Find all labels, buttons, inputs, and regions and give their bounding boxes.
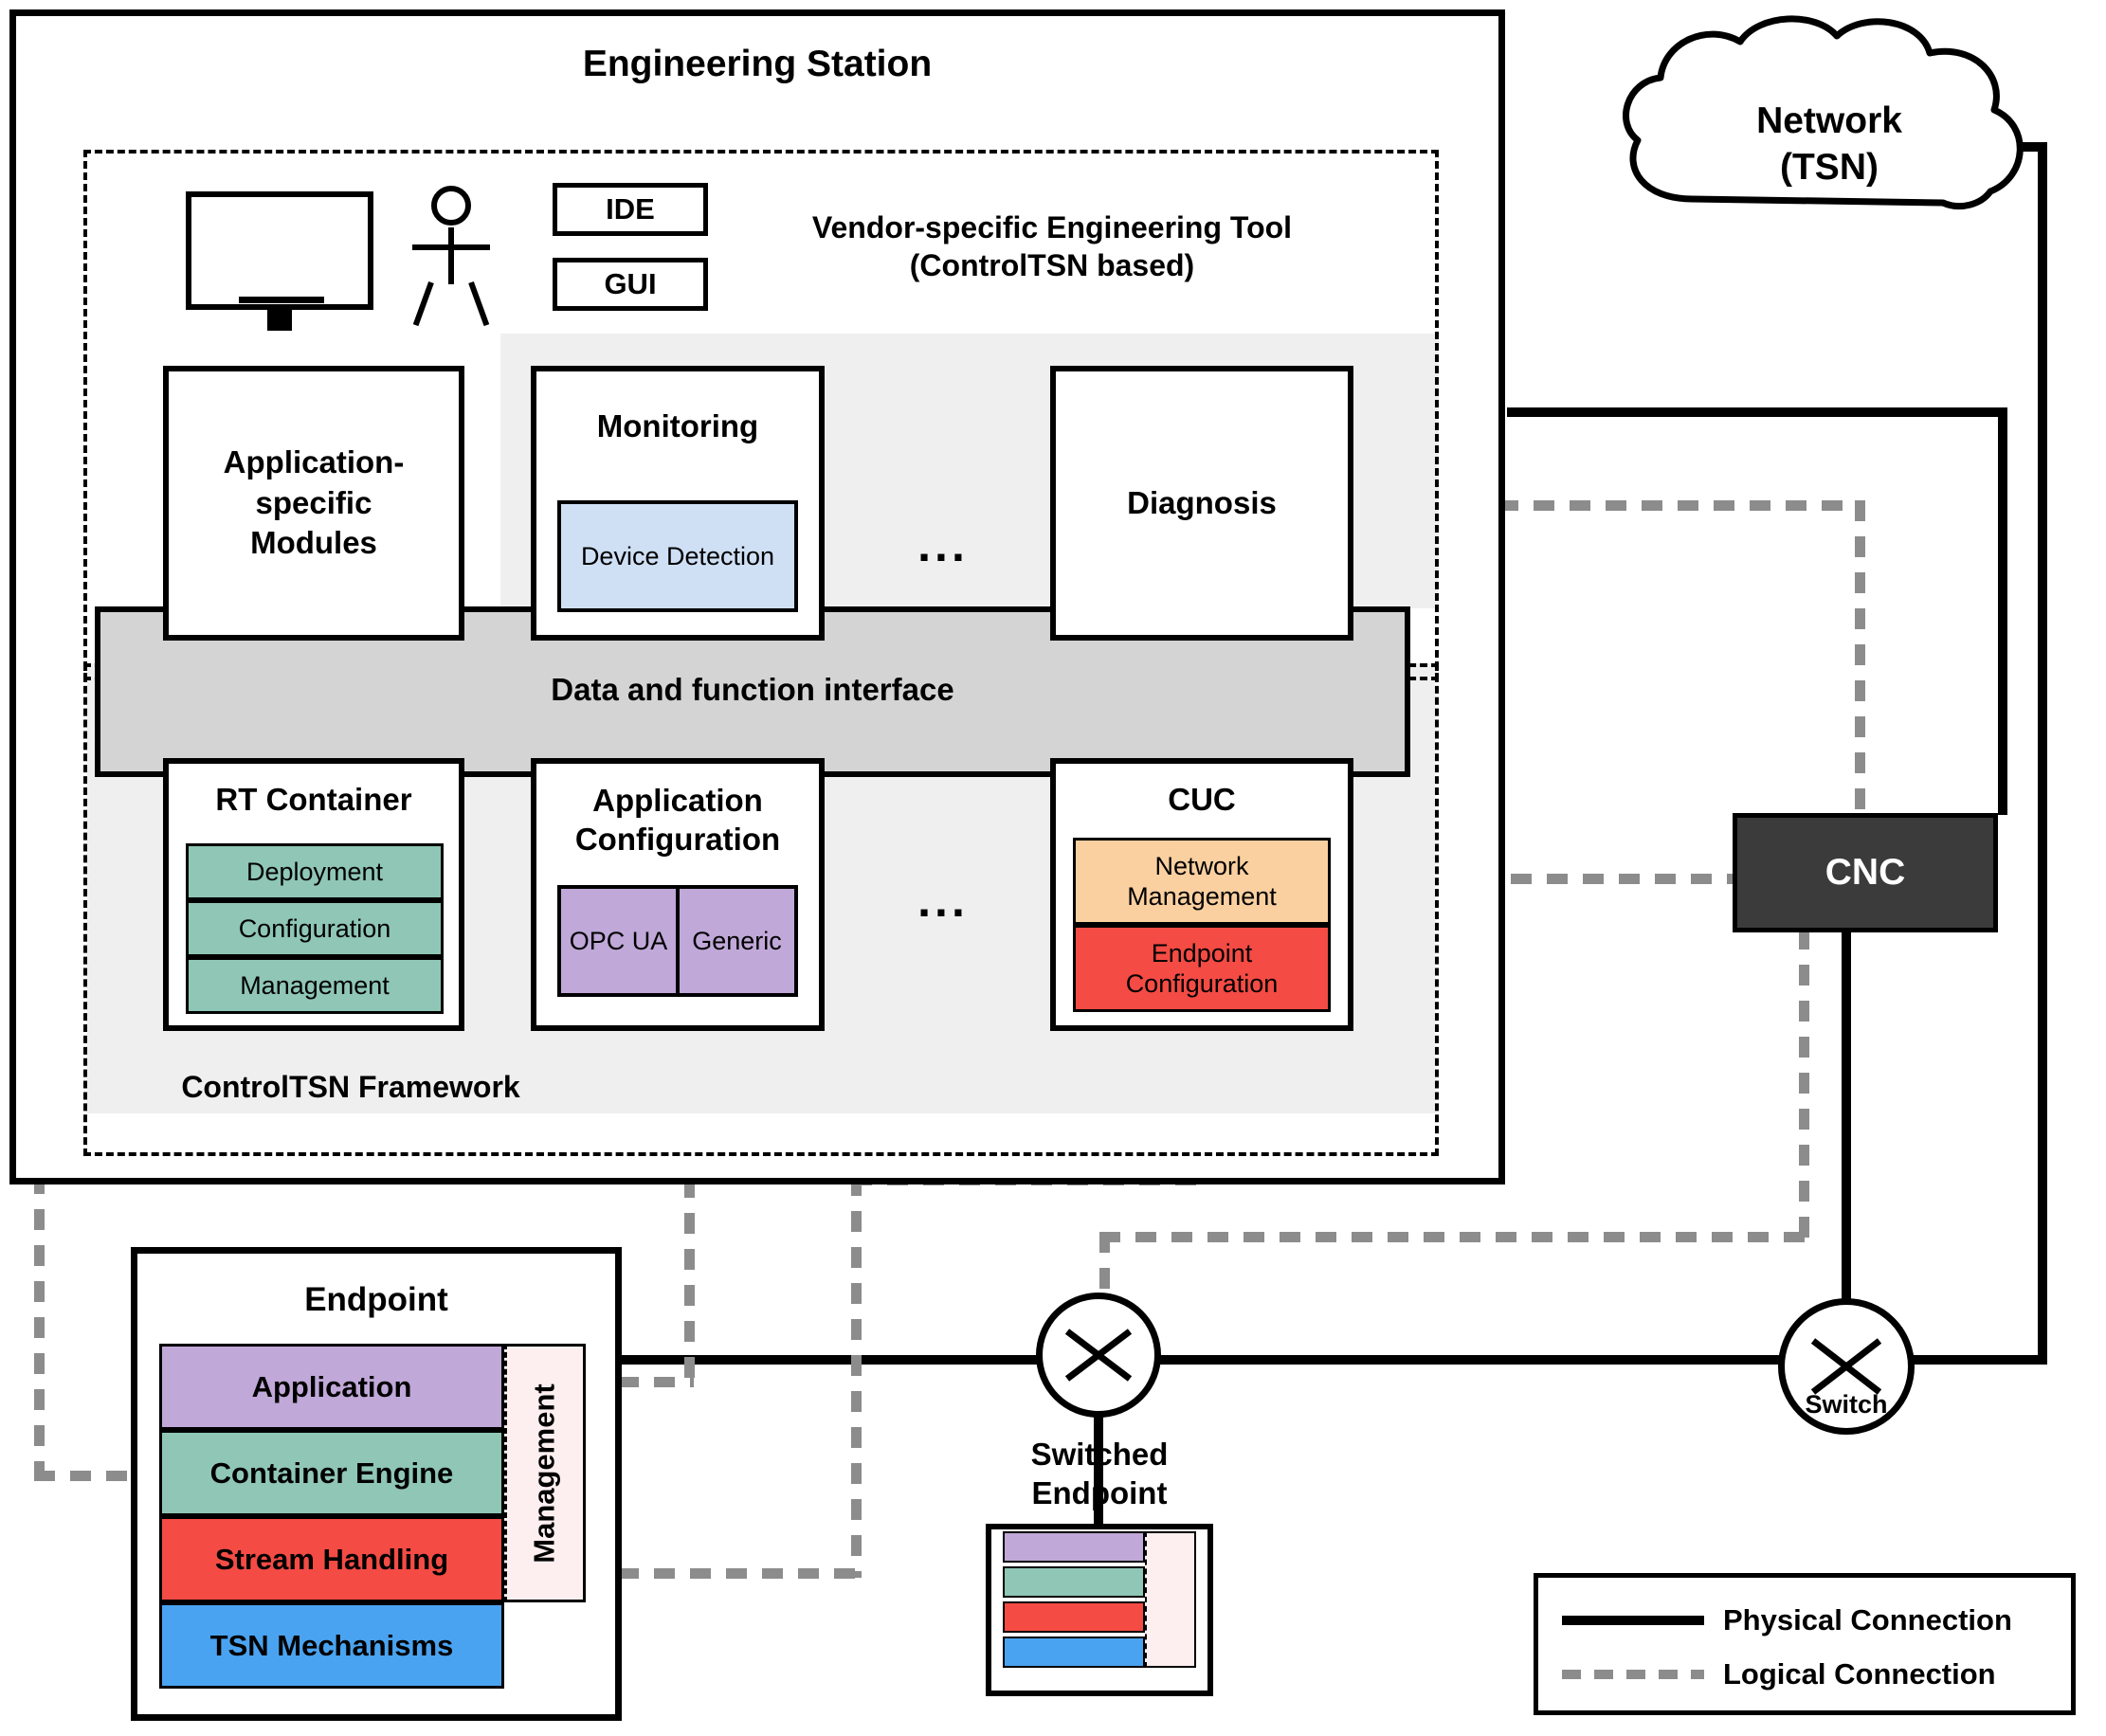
switched-endpoint-management-column	[1145, 1531, 1196, 1668]
ellipsis-bottom: ...	[917, 874, 969, 927]
device-detection-box: Device Detection	[557, 500, 798, 612]
network-cloud-label	[1649, 102, 2009, 188]
controltsn-framework-label: ControlTSN Framework	[181, 1070, 520, 1104]
switched-endpoint-title	[976, 1431, 1223, 1516]
rt-container-title: RT Container	[215, 782, 412, 817]
network-cloud-line1: Network	[1756, 100, 1902, 142]
physical-line-cloud-to-right	[2038, 142, 2047, 1365]
cuc-network-management-line1: Network	[1154, 851, 1249, 880]
network-cloud-line2: (TSN)	[1780, 147, 1879, 188]
switched-endpoint-layer-container-engine	[1003, 1566, 1145, 1598]
legend-physical-line-sample	[1562, 1616, 1704, 1625]
logical-cuc-endpoint-h2	[582, 1568, 862, 1579]
physical-line-bus-2	[1154, 1355, 1782, 1365]
vendor-tool-label-line2: (ControlTSN based)	[909, 248, 1195, 282]
user-icon-body	[448, 227, 454, 284]
physical-line-cnc-to-switch	[1842, 929, 1851, 1302]
engineering-station-title: Engineering Station	[582, 44, 933, 84]
cuc-network-management	[1073, 838, 1331, 925]
monitoring-title: Monitoring	[596, 408, 759, 443]
endpoint-management-column	[504, 1344, 586, 1602]
endpoint-layer-container-engine: Container Engine	[159, 1430, 504, 1516]
monitor-base-icon	[239, 297, 324, 303]
logical-switched-endpoint-up	[1099, 1232, 1110, 1298]
switched-endpoint-title-line2: Endpoint	[1031, 1475, 1168, 1510]
rt-container-segment-deployment: Deployment	[186, 843, 444, 900]
application-configuration-variants	[557, 885, 798, 997]
switched-endpoint-layer-stream-handling	[1003, 1601, 1145, 1633]
application-specific-modules-line3: Modules	[250, 525, 377, 561]
diagnosis-box: Diagnosis	[1050, 366, 1353, 641]
monitor-stand-icon	[267, 310, 292, 331]
switch-right-label: Switch	[1805, 1389, 1888, 1419]
cuc-endpoint-configuration-line1: Endpoint	[1151, 938, 1253, 967]
physical-line-branch-down	[1998, 407, 2007, 815]
application-specific-modules-box	[163, 366, 464, 641]
logical-cuc-endpoint-v2	[851, 1175, 862, 1578]
legend-logical-label: Logical Connection	[1723, 1657, 1996, 1691]
vendor-tool-label	[720, 204, 1384, 289]
cuc-endpoint-configuration-line2: Configuration	[1125, 969, 1279, 998]
user-icon-head	[431, 186, 471, 226]
application-configuration-title-line2: Configuration	[574, 822, 781, 857]
switched-endpoint-title-line1: Switched	[1030, 1436, 1169, 1472]
application-configuration-title	[531, 777, 825, 862]
switched-endpoint-layer-application	[1003, 1531, 1145, 1563]
cuc-endpoint-configuration	[1073, 925, 1331, 1012]
logical-cnc-to-switched-endpoint	[1099, 1232, 1808, 1242]
application-specific-modules-line2: specific	[255, 484, 372, 520]
endpoint-layer-application: Application	[159, 1344, 504, 1430]
legend-physical-label: Physical Connection	[1723, 1603, 2012, 1637]
application-configuration-title-line1: Application	[592, 782, 763, 818]
monitor-icon	[186, 191, 373, 310]
rt-container-segment-management: Management	[186, 957, 444, 1014]
application-specific-modules-line1: Application-	[223, 443, 405, 479]
user-icon-arms	[412, 244, 490, 250]
switched-endpoint-layer-tsn-mechanisms	[1003, 1637, 1145, 1668]
physical-line-branch-top	[1507, 407, 2007, 417]
switched-endpoint-switch-icon	[1036, 1293, 1161, 1418]
ellipsis-top: ...	[917, 518, 969, 571]
application-configuration-generic: Generic	[692, 926, 782, 955]
cuc-title: CUC	[1168, 782, 1236, 817]
physical-line-right-to-switch	[1905, 1355, 2045, 1365]
endpoint-title: Endpoint	[304, 1281, 448, 1318]
vendor-tool-label-line1: Vendor-specific Engineering Tool	[811, 210, 1293, 244]
physical-line-eng-left	[1507, 407, 1516, 417]
endpoint-management-label: Management	[528, 1383, 562, 1564]
application-configuration-opcua: OPC UA	[569, 926, 668, 955]
rt-container-segment-configuration: Configuration	[186, 900, 444, 957]
cnc-box: CNC	[1733, 813, 1998, 932]
data-and-function-interface-label: Data and function interface	[551, 671, 954, 707]
gui-box: GUI	[553, 258, 708, 311]
cuc-network-management-line2: Management	[1127, 882, 1277, 911]
logical-diagnosis-to-cnc-v	[1855, 500, 1865, 823]
endpoint-layer-tsn-mechanisms: TSN Mechanisms	[159, 1602, 504, 1689]
endpoint-layer-stream-handling: Stream Handling	[159, 1516, 504, 1602]
ide-box: IDE	[553, 183, 708, 236]
logical-cnc-down	[1799, 929, 1809, 1241]
legend-logical-line-sample	[1562, 1670, 1704, 1679]
physical-line-bus	[616, 1355, 1043, 1365]
